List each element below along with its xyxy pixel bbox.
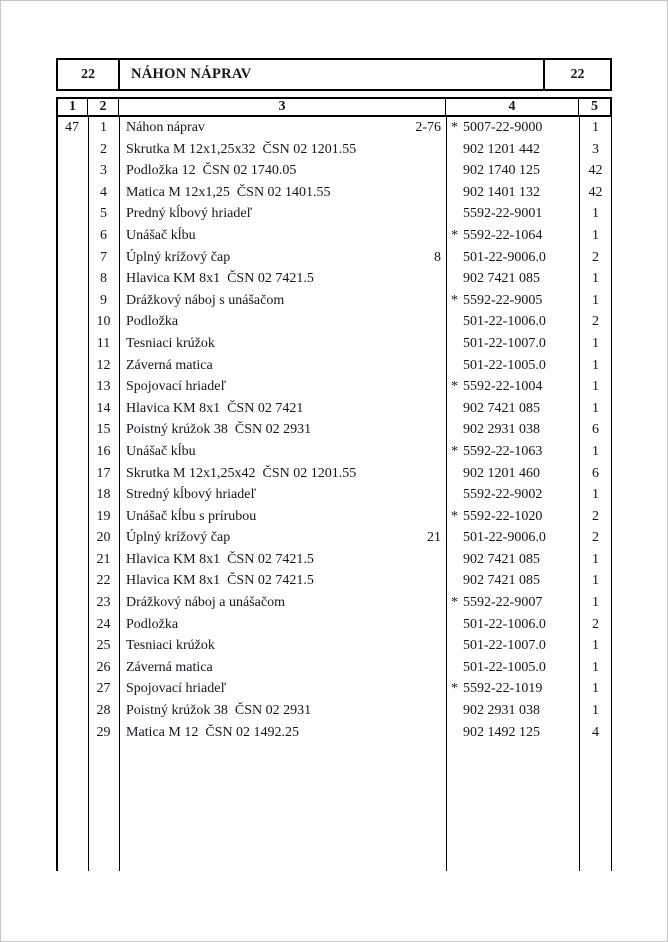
star-marker: * [451,443,458,459]
item-number: 24 [96,616,111,632]
quantity: 1 [592,638,599,654]
part-description: Drážkový náboj s unášačom [126,292,285,308]
part-description: Hlavica KM 8x1 ČSN 02 7421.5 [126,271,314,287]
part-description: Skrutka M 12x1,25x32 ČSN 02 1201.55 [126,141,357,157]
part-number-cell [446,247,579,269]
part-description: Predný kĺbový hriadeľ [126,206,253,222]
description-cell [119,570,446,592]
quantity: 1 [592,271,599,287]
item-number: 29 [96,724,111,740]
description-cell [119,182,446,204]
quantity: 1 [592,335,599,351]
table-row [56,290,612,312]
quantity: 1 [592,292,599,308]
figure-ref: 21 [427,530,441,546]
part-number-cell [446,311,579,333]
section-number-left: 22 [58,60,120,89]
item-number: 4 [100,184,107,200]
parts-table-body [56,117,612,871]
item-number: 27 [96,681,111,697]
part-number-cell [446,117,579,139]
quantity: 1 [592,487,599,503]
quantity: 2 [592,508,599,524]
quantity: 4 [592,724,599,740]
part-number: 501-22-1005.0 [463,659,546,675]
part-number: 501-22-1007.0 [463,335,546,351]
description-cell [119,484,446,506]
item-number: 9 [100,292,107,308]
quantity: 1 [592,443,599,459]
column-header-3: 3 [119,99,446,115]
part-description: Drážkový náboj a unášačom [126,595,285,611]
description-cell [119,139,446,161]
item-number: 14 [96,400,111,416]
table-row [56,549,612,571]
part-description: Matica M 12 ČSN 02 1492.25 [126,724,300,740]
table-row [56,419,612,441]
star-marker: * [451,681,458,697]
table-row [56,441,612,463]
part-number: 902 2931 038 [463,422,540,438]
quantity: 2 [592,249,599,265]
description-cell [119,311,446,333]
part-number-cell [446,225,579,247]
part-number: 902 1401 132 [463,184,540,200]
part-number: 5592-22-1064 [463,227,543,243]
part-number-cell [446,203,579,225]
table-row [56,570,612,592]
part-number: 902 2931 038 [463,703,540,719]
part-number: 902 7421 085 [463,573,540,589]
part-number: 501-22-1006.0 [463,616,546,632]
part-description: Podložka 12 ČSN 02 1740.05 [126,163,297,179]
description-cell [119,376,446,398]
star-marker: * [451,595,458,611]
part-number-cell [446,592,579,614]
part-number: 902 7421 085 [463,271,540,287]
description-cell [119,592,446,614]
group-number: 47 [65,120,79,135]
parts-rows [56,117,612,743]
description-cell [119,419,446,441]
part-number-cell [446,398,579,420]
part-description: Úplný krížový čap [126,249,231,265]
description-cell [119,247,446,269]
quantity: 2 [592,616,599,632]
part-number: 5592-22-9007 [463,595,543,611]
part-number-cell [446,463,579,485]
quantity: 2 [592,314,599,330]
description-cell [119,268,446,290]
part-number-cell [446,333,579,355]
part-description: Stredný kĺbový hriadeľ [126,487,257,503]
part-description: Matica M 12x1,25 ČSN 02 1401.55 [126,184,331,200]
item-number: 12 [96,357,111,373]
table-row [56,678,612,700]
column-header-row [56,97,612,117]
table-row [56,139,612,161]
description-cell [119,398,446,420]
quantity: 1 [592,573,599,589]
part-number: 5592-22-9005 [463,292,543,308]
description-cell [119,657,446,679]
description-cell [119,203,446,225]
part-number-cell [446,614,579,636]
part-number: 5592-22-1020 [463,508,543,524]
part-number-cell [446,657,579,679]
quantity: 6 [592,465,599,481]
quantity: 1 [592,227,599,243]
part-number: 902 1201 442 [463,141,540,157]
item-number: 21 [96,551,111,567]
figure-ref: 8 [434,249,441,265]
quantity: 1 [592,379,599,395]
item-number: 26 [96,659,111,675]
item-number: 15 [96,422,111,438]
table-row [56,527,612,549]
table-row [56,355,612,377]
quantity: 42 [588,184,603,200]
part-description: Poistný krúžok 38 ČSN 02 2931 [126,422,312,438]
part-number: 5592-22-1063 [463,443,543,459]
table-row [56,225,612,247]
part-description: Unášač kĺbu [126,443,196,459]
part-number-cell [446,700,579,722]
star-marker: * [451,508,458,524]
part-description: Tesniaci krúžok [126,638,215,654]
description-cell [119,160,446,182]
table-row [56,592,612,614]
table-row [56,614,612,636]
description-cell [119,635,446,657]
quantity: 1 [592,703,599,719]
part-number: 902 7421 085 [463,551,540,567]
item-number: 5 [100,206,107,222]
part-number-cell [446,376,579,398]
quantity: 1 [592,400,599,416]
part-number-cell [446,570,579,592]
part-description: Záverná matica [126,357,213,373]
table-row [56,247,612,269]
item-number: 10 [96,314,111,330]
part-number-cell [446,484,579,506]
quantity: 1 [592,681,599,697]
part-number: 501-22-1007.0 [463,638,546,654]
part-description: Hlavica KM 8x1 ČSN 02 7421.5 [126,573,314,589]
item-number: 11 [96,335,111,351]
part-number-cell [446,722,579,744]
table-row [56,203,612,225]
table-row [56,376,612,398]
item-number: 20 [96,530,111,546]
part-description: Skrutka M 12x1,25x42 ČSN 02 1201.55 [126,465,357,481]
item-number: 23 [96,595,111,611]
part-number: 501-22-1006.0 [463,314,546,330]
item-number: 6 [100,227,107,243]
part-description: Tesniaci krúžok [126,335,215,351]
quantity: 1 [592,357,599,373]
table-row [56,700,612,722]
item-number: 16 [96,443,111,459]
item-number: 17 [96,465,111,481]
part-number: 902 1492 125 [463,724,540,740]
part-number-cell [446,549,579,571]
item-number: 8 [100,271,107,287]
table-row [56,463,612,485]
part-description: Hlavica KM 8x1 ČSN 02 7421.5 [126,551,314,567]
description-cell [119,333,446,355]
description-cell [119,549,446,571]
quantity: 1 [592,206,599,222]
star-marker: * [451,379,458,395]
description-cell [119,614,446,636]
item-number: 1 [100,120,107,135]
table-row [56,160,612,182]
description-cell [119,290,446,312]
part-number-cell [446,182,579,204]
part-number-cell [446,290,579,312]
column-header-5: 5 [579,99,612,115]
part-description: Poistný krúžok 38 ČSN 02 2931 [126,703,312,719]
quantity: 1 [592,120,599,135]
part-number: 5592-22-9002 [463,487,543,503]
part-description: Unášač kĺbu [126,227,196,243]
table-row [56,657,612,679]
description-cell [119,441,446,463]
part-number: 5592-22-1004 [463,379,543,395]
part-description: Úplný krížový čap [126,530,231,546]
part-number-cell [446,139,579,161]
item-number: 2 [100,141,107,157]
part-number-cell [446,160,579,182]
item-number: 7 [100,249,107,265]
description-cell [119,355,446,377]
item-number: 25 [96,638,111,654]
description-cell [119,722,446,744]
part-number-cell [446,355,579,377]
column-header-2: 2 [88,99,119,115]
quantity: 2 [592,530,599,546]
item-number: 22 [96,573,111,589]
table-row [56,333,612,355]
part-description: Podložka [126,314,179,330]
part-description: Hlavica KM 8x1 ČSN 02 7421 [126,400,304,416]
description-cell [119,506,446,528]
table-row [56,182,612,204]
part-number-cell [446,268,579,290]
column-header-1: 1 [56,99,88,115]
description-cell [119,700,446,722]
quantity: 1 [592,595,599,611]
part-number: 501-22-9006.0 [463,249,546,265]
description-cell [119,463,446,485]
part-number: 902 1201 460 [463,465,540,481]
part-number-cell [446,678,579,700]
quantity: 1 [592,659,599,675]
item-number: 18 [96,487,111,503]
part-description: Náhon náprav [126,120,205,135]
table-row [56,506,612,528]
quantity: 1 [592,551,599,567]
table-row [56,722,612,744]
quantity: 6 [592,422,599,438]
description-cell [119,225,446,247]
item-number: 28 [96,703,111,719]
part-number-cell [446,506,579,528]
star-marker: * [451,292,458,308]
part-number: 902 1740 125 [463,163,540,179]
table-row [56,268,612,290]
quantity: 42 [588,163,603,179]
table-row [56,117,612,139]
item-number: 19 [96,508,111,524]
description-cell [119,527,446,549]
table-row [56,635,612,657]
part-description: Unášač kĺbu s prírubou [126,508,257,524]
page-header [56,58,612,91]
page-title: NÁHON NÁPRAV [120,60,545,89]
part-number: 5007-22-9000 [463,120,543,135]
part-number-cell [446,635,579,657]
description-cell [119,117,446,139]
star-marker: * [451,120,458,135]
figure-ref: 2-76 [415,120,441,135]
column-header-4: 4 [446,99,579,115]
table-row [56,311,612,333]
part-description: Spojovací hriadeľ [126,681,227,697]
part-number: 902 7421 085 [463,400,540,416]
star-marker: * [451,227,458,243]
part-description: Záverná matica [126,659,213,675]
part-description: Podložka [126,616,179,632]
part-number-cell [446,419,579,441]
part-description: Spojovací hriadeľ [126,379,227,395]
table-row [56,484,612,506]
item-number: 3 [100,163,107,179]
part-number: 5592-22-1019 [463,681,543,697]
part-number: 501-22-9006.0 [463,530,546,546]
section-number-right: 22 [570,66,585,82]
part-number: 501-22-1005.0 [463,357,546,373]
part-number-cell [446,441,579,463]
table-row [56,398,612,420]
item-number: 13 [96,379,111,395]
part-number-cell [446,527,579,549]
part-number: 5592-22-9001 [463,206,543,222]
quantity: 3 [592,141,599,157]
description-cell [119,678,446,700]
